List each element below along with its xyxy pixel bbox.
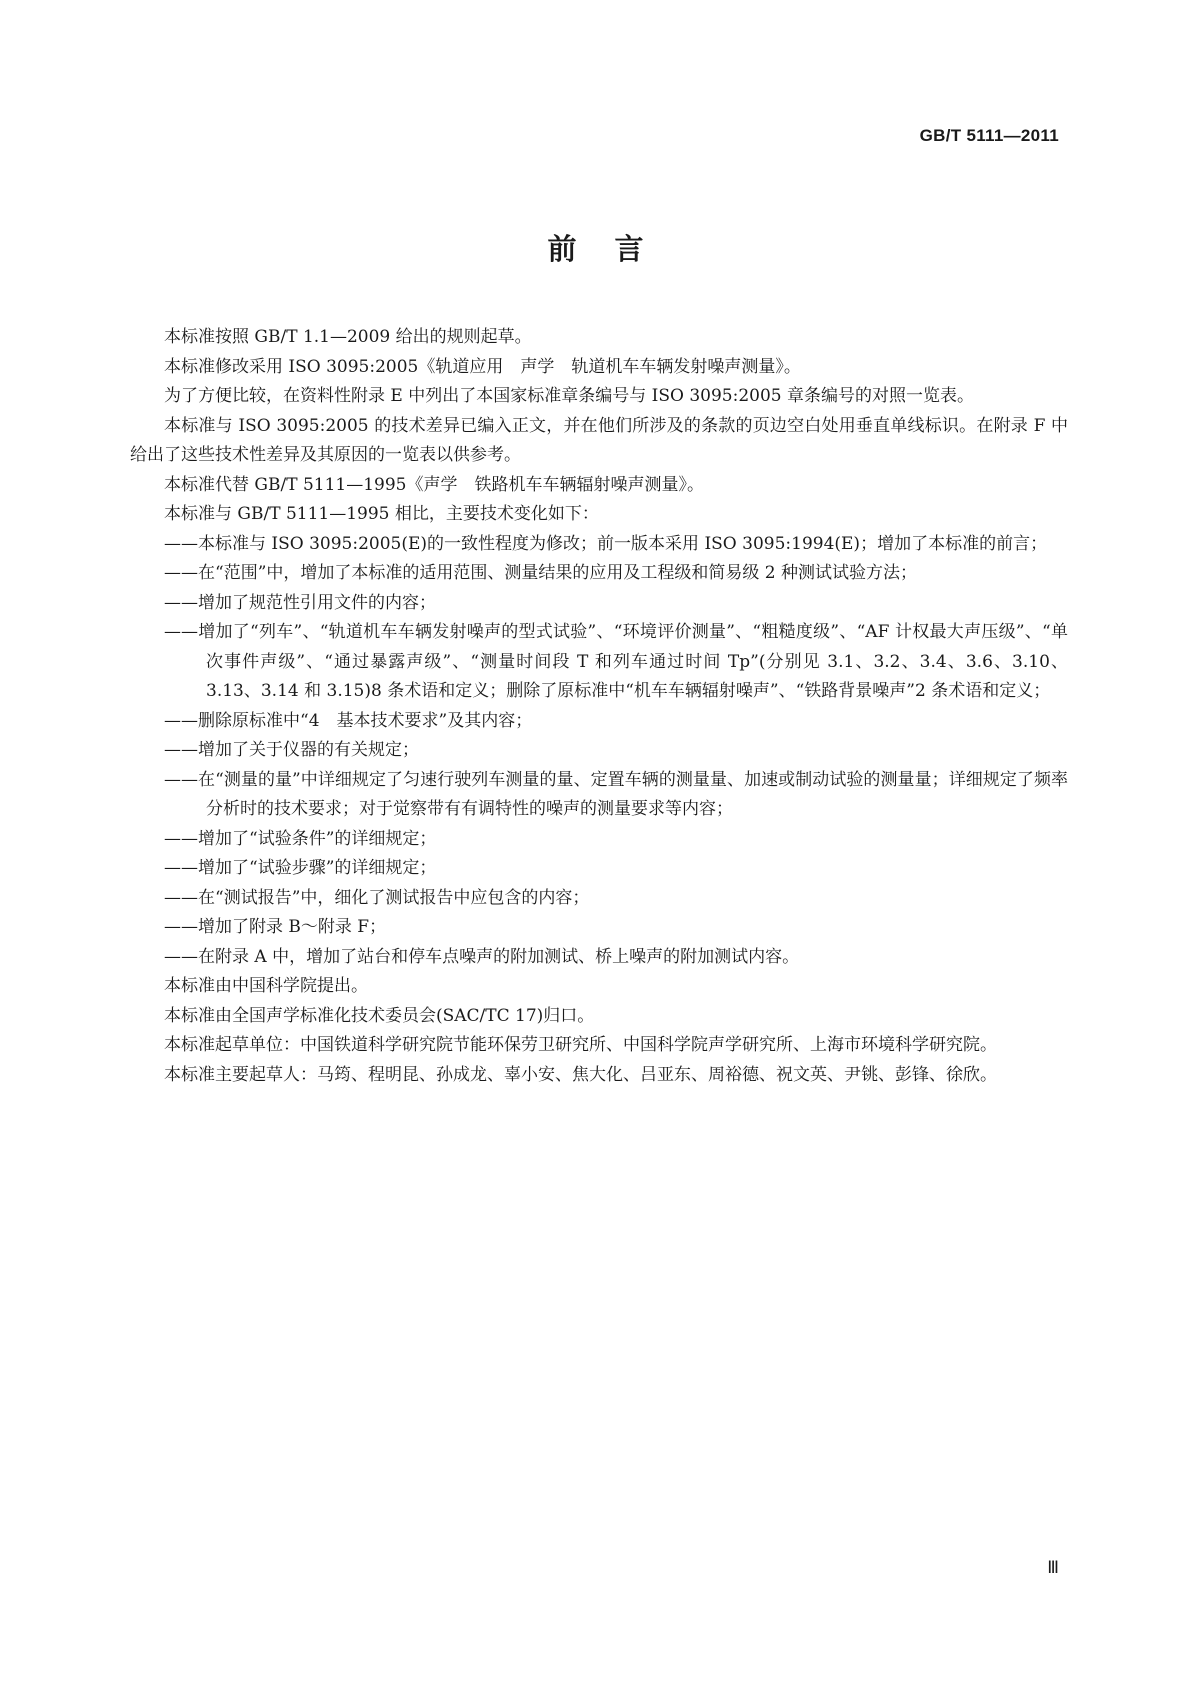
paragraph: 本标准代替 GB/T 5111—1995《声学 铁路机车车辆辐射噪声测量》。 [164, 474, 704, 495]
change-list-item: ——增加了规范性引用文件的内容； [164, 592, 436, 613]
change-list-item: ——增加了附录 B～附录 F； [164, 917, 387, 937]
change-list-item: ——在“范围”中，增加了本标准的适用范围、测量结果的应用及工程级和简易级 2 种测试试验方法； [164, 563, 918, 583]
change-list-item: ——增加了“试验步骤”的详细规定； [164, 858, 437, 878]
paragraph: 本标准主要起草人：马筠、程明昆、孙成龙、辜小安、焦大化、吕亚东、周裕德、祝文英、尹铫、彭锋、徐欣。 [164, 1064, 997, 1085]
paragraph: 本标准由中国科学院提出。 [164, 976, 368, 996]
document-body [130, 323, 1068, 1090]
standard-code: GB/T 5111—2011 [919, 126, 1059, 145]
paragraph: 本标准由全国声学标准化技术委员会(SAC/TC 17)归口。 [164, 1005, 595, 1026]
paragraph: 本标准起草单位：中国铁道科学研究院节能环保劳卫研究所、中国科学院声学研究所、上海市环境科学研究院。 [164, 1035, 997, 1055]
change-list-item: ——增加了关于仪器的有关规定； [164, 740, 419, 760]
page-number: Ⅲ [1047, 1558, 1059, 1577]
paragraph: 为了方便比较，在资料性附录 E 中列出了本国家标准章条编号与 ISO 3095:2005 章条编号的对照一览表。 [164, 386, 974, 406]
paragraph: 本标准修改采用 ISO 3095:2005《轨道应用 声学 轨道机车车辆发射噪声测量》。 [164, 356, 801, 377]
paragraph: 本标准按照 GB/T 1.1—2009 给出的规则起草。 [164, 327, 532, 347]
paragraph: 本标准与 GB/T 5111—1995 相比，主要技术变化如下： [164, 504, 599, 524]
change-list-item: ——本标准与 ISO 3095:2005(E)的一致性程度为修改；前一版本采用 ISO 3095:1994(E)；增加了本标准的前言； [164, 533, 1048, 554]
change-list-item: ——在附录 A 中，增加了站台和停车点噪声的附加测试、桥上噪声的附加测试内容。 [164, 946, 800, 967]
change-list-item: ——删除原标准中“4 基本技术要求”及其内容； [164, 710, 533, 731]
page-title: 前言 [547, 232, 682, 266]
change-list-item: ——增加了“列车”、“轨道机车车辆发射噪声的型式试验”、“环境评价测量”、“粗糙度级”、“AF 计权最大声压级”、“单次事件声级”、“通过暴露声级”、“测量时间段 T 和列车通过时间 Tp”(分别见 3.1、3.2、3.4、3.6、3.10、3.13、3.14 和 3.15)8 条术语和定义；删除了原标准中“机车车辆辐射噪声”、“铁路背景噪声”2 条术语和定义； [164, 622, 1068, 701]
change-list-item: ——增加了“试验条件”的详细规定； [164, 828, 437, 849]
change-list-item: ——在“测量的量”中详细规定了匀速行驶列车测量的量、定置车辆的测量量、加速或制动试验的测量量；详细规定了频率分析时的技术要求；对于觉察带有有调特性的噪声的测量要求等内容； [164, 769, 1068, 819]
paragraph: 本标准与 ISO 3095:2005 的技术差异已编入正文，并在他们所涉及的条款的页边空白处用垂直单线标识。在附录 F 中给出了这些技术性差异及其原因的一览表以供参考。 [130, 415, 1068, 465]
change-list-item: ——在“测试报告”中，细化了测试报告中应包含的内容； [164, 887, 590, 908]
